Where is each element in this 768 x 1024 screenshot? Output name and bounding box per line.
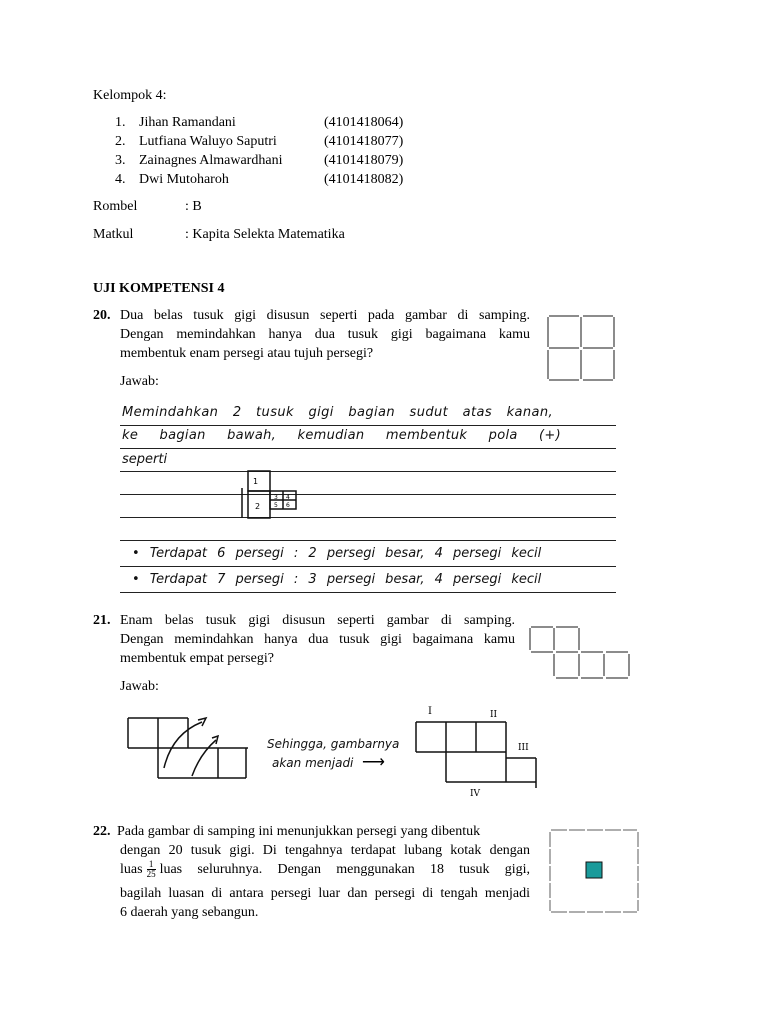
- member-row: [115, 153, 435, 172]
- cell-label: 4: [286, 494, 290, 501]
- q20-line1: Dua belas tusuk gigi disusun seperti pada gambar di samping.: [120, 308, 530, 323]
- region-label: II: [490, 710, 498, 720]
- member-list: [115, 115, 435, 191]
- section-title: UJI KOMPETENSI 4: [93, 281, 225, 296]
- region-label: I: [428, 706, 432, 717]
- ruled-line: [120, 566, 616, 567]
- member-id: (4101418082): [324, 172, 404, 187]
- member-id: (4101418079): [324, 153, 404, 168]
- q20-jawab: Jawab:: [120, 374, 159, 389]
- q22-line5: 6 daerah yang sebangun.: [120, 905, 259, 920]
- rombel-label: Rombel: [93, 199, 138, 214]
- q20-answer-line1: Memindahkan 2 tusuk gigi bagian sudut atas kanan,: [122, 405, 554, 420]
- member-name: Lutfiana Waluyo Saputri: [139, 134, 277, 149]
- member-number: 1.: [115, 115, 126, 130]
- matkul-label: Matkul: [93, 227, 134, 242]
- group-title: Kelompok 4:: [93, 88, 167, 103]
- member-row: [115, 172, 435, 191]
- q21-answer-result-drawing: [408, 700, 548, 800]
- ruled-line: [120, 448, 616, 449]
- q20-figure-2x2-squares: [545, 313, 617, 383]
- cell-label: 3: [274, 494, 278, 501]
- member-number: 3.: [115, 153, 126, 168]
- q21-line2: Dengan memindahkan hanya dua tusuk gigi bagaimana kamu: [120, 632, 515, 647]
- q21-line1: Enam belas tusuk gigi disusun seperti gambar di samping.: [120, 613, 515, 628]
- q20-answer-bullet2: • Terdapat 7 persegi : 3 persegi besar, 4 persegi kecil: [132, 572, 542, 587]
- q20-line3: membentuk enam persegi atau tujuh persegi?: [120, 346, 374, 361]
- member-name: Zainagnes Almawardhani: [139, 153, 283, 168]
- q21-number: 21.: [93, 613, 111, 628]
- q20-number: 20.: [93, 308, 111, 323]
- q22-line1: Pada gambar di samping ini menunjukkan persegi yang dibentuk: [117, 824, 481, 839]
- member-number: 4.: [115, 172, 126, 187]
- fraction-denominator: 25: [146, 869, 156, 879]
- rombel-value: : B: [185, 199, 202, 214]
- region-label: IV: [470, 789, 481, 799]
- fraction-numerator: 1: [147, 860, 156, 870]
- q21-figure-toothpick-squares: [527, 624, 635, 682]
- q22-line3-rest: luas seluruhnya. Dengan menggunakan 18 tusuk gigi,: [159, 861, 530, 877]
- q22-figure-square-with-hole: [545, 826, 641, 918]
- ruled-line: [120, 540, 616, 541]
- q20-answer-line3: seperti: [122, 452, 168, 467]
- q21-jawab: Jawab:: [120, 679, 159, 694]
- member-number: 2.: [115, 134, 126, 149]
- arrow-right-icon: ⟶: [362, 754, 385, 771]
- q22-line4: bagilah luasan di antara persegi luar dan persegi di tengah menjadi: [120, 886, 530, 901]
- member-row: [115, 134, 435, 153]
- q21-line3: membentuk empat persegi?: [120, 651, 274, 666]
- cell-label: 1: [253, 477, 259, 486]
- member-row: [115, 115, 435, 134]
- cell-label: 6: [286, 502, 290, 509]
- fraction: [147, 860, 156, 879]
- ruled-line: [120, 494, 616, 495]
- q22-line2: dengan 20 tusuk gigi. Di tengahnya terdapat lubang kotak dengan: [120, 843, 530, 858]
- q21-answer-text2: akan menjadi: [272, 756, 354, 770]
- ruled-line: [120, 517, 616, 518]
- matkul-value: : Kapita Selekta Matematika: [185, 227, 345, 242]
- ruled-line: [120, 471, 616, 472]
- q20-answer-line2: ke bagian bawah, kemudian membentuk pola (+): [122, 428, 561, 443]
- center-hole: [586, 862, 602, 878]
- region-label: III: [518, 743, 529, 753]
- ruled-line: [120, 425, 616, 426]
- q22-luas-text: luas: [120, 861, 143, 877]
- ruled-line: [120, 592, 616, 593]
- member-id: (4101418077): [324, 134, 404, 149]
- cell-label: 2: [255, 502, 261, 511]
- q22-number: 22.: [93, 824, 111, 839]
- cell-label: 5: [274, 502, 278, 509]
- member-id: (4101418064): [324, 115, 404, 130]
- q21-answer-text1: Sehingga, gambarnya: [267, 737, 400, 751]
- member-name: Jihan Ramandani: [139, 115, 236, 130]
- q20-line2: Dengan memindahkan hanya dua tusuk gigi bagaimana kamu: [120, 327, 530, 342]
- q22-line3: [120, 860, 530, 879]
- q21-answer-original-drawing: [120, 706, 260, 788]
- q20-answer-drawing: [238, 468, 308, 524]
- member-name: Dwi Mutoharoh: [139, 172, 229, 187]
- q20-answer-bullet1: • Terdapat 6 persegi : 2 persegi besar, 4 persegi kecil: [132, 546, 542, 561]
